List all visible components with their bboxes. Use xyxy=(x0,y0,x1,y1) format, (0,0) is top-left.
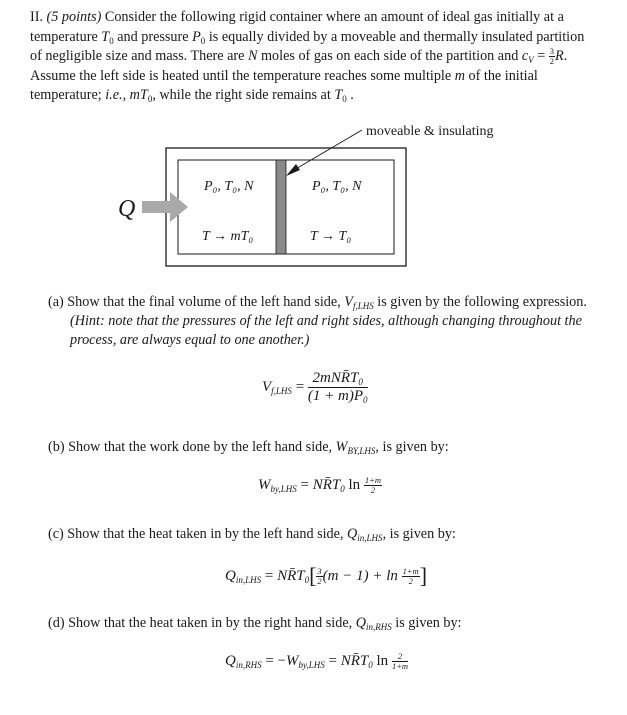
frac-num: 3 xyxy=(549,46,555,57)
eq-b-fraction xyxy=(364,476,382,495)
problem-rest5: , while the right side remains at xyxy=(152,87,331,103)
eq-c-fraction2 xyxy=(402,567,420,586)
symbol-N: N xyxy=(248,48,258,64)
symbol-Q: Q xyxy=(347,526,358,542)
container-diagram xyxy=(110,118,510,278)
part-d-text2: is given by: xyxy=(395,615,462,631)
symbol-T0: T xyxy=(101,28,110,45)
right-top-label: P₀, T₀, N xyxy=(312,179,362,194)
part-b-text: Show that the work done by the left hand side, xyxy=(68,439,333,455)
eq-a-den-sub: 0 xyxy=(363,395,368,405)
eq-b-rhs: NR̄T xyxy=(312,476,341,493)
sub-zero: 0 xyxy=(342,94,347,104)
eq-a-equals: = xyxy=(295,378,305,395)
eq-a-num xyxy=(308,370,368,388)
callout-line xyxy=(294,130,362,170)
eq-a-num-sub: 0 xyxy=(358,377,363,387)
eq-c-frac-num: 3 xyxy=(317,566,322,577)
problem-number: II. xyxy=(30,9,43,25)
symbol-Q: Q xyxy=(355,615,366,631)
equation-b xyxy=(258,476,382,495)
part-d xyxy=(48,614,608,633)
problem-rest2: moles of gas on each side of the partition and xyxy=(261,48,519,64)
part-d-text: Show that the heat taken in by the right hand side, xyxy=(68,615,353,631)
problem-intro: Consider the following rigid container where an amount of ideal gas initially at a temperature xyxy=(30,9,564,45)
eq-d-equals2: = xyxy=(328,652,337,669)
eq-a-den xyxy=(308,388,368,405)
eq-a-lhs: V xyxy=(262,378,272,395)
symbol-mT0: mT xyxy=(129,87,148,103)
sub-V: V xyxy=(528,55,534,65)
symbol-m: m xyxy=(454,67,465,84)
eq-d-lhs-sub: in,RHS xyxy=(235,659,262,670)
partition xyxy=(276,160,286,254)
part-a-label: (a) xyxy=(48,294,64,310)
problem-statement xyxy=(30,8,590,106)
eq-c-lhs: Q xyxy=(225,568,236,584)
eq-c-equals: = xyxy=(264,568,274,584)
part-c-text: Show that the heat taken in by the left hand side, xyxy=(67,526,344,542)
part-c-text2: , is given by: xyxy=(382,526,456,542)
eq-d-frac-num: 2 xyxy=(392,652,408,662)
part-b-text2: , is given by: xyxy=(375,439,449,455)
eq-b-ln: ln xyxy=(348,476,361,493)
eq-a-num-text: 2mNR̄T xyxy=(312,370,359,386)
part-b xyxy=(48,438,608,457)
period: . xyxy=(350,87,354,103)
eq-d-fraction xyxy=(392,652,408,671)
eq-a-lhs-sub: f,LHS xyxy=(271,385,292,396)
part-a-hint: (Hint: note that the pressures of the left and right sides, although changing throughout the process, are always equal to one another.) xyxy=(70,313,582,348)
eq-c-lhs-sub: in,LHS xyxy=(235,575,262,585)
symbol-P0: P xyxy=(192,28,201,45)
equation-d xyxy=(225,652,408,671)
sub-fLHS: f,LHS xyxy=(352,301,374,311)
eq-d-w-sub: by,LHS xyxy=(298,659,325,670)
eq-b-rhs-sub: 0 xyxy=(340,483,345,494)
callout-label: moveable & insulating xyxy=(366,124,494,139)
heat-arrow-icon xyxy=(142,192,188,222)
eq-b-frac-num: 1+m xyxy=(364,475,382,485)
eq-b-frac-den: 2 xyxy=(370,485,376,495)
eq-b-lhs: W xyxy=(258,476,271,493)
eq-a-fraction xyxy=(308,370,368,405)
problem-rest4: of the initial temperature; xyxy=(30,67,538,103)
eq-d-rhs-sub: 0 xyxy=(368,659,373,670)
eq-b-lhs-sub: by,LHS xyxy=(270,483,297,494)
part-d-label: (d) xyxy=(48,615,65,631)
equation-c xyxy=(225,563,427,589)
part-a-text2: is given by the following expression. xyxy=(377,294,587,310)
part-b-label: (b) xyxy=(48,439,65,455)
sub-zero: 0 xyxy=(200,35,206,46)
eq-d-frac-den: 1+m xyxy=(391,661,409,671)
symbol-W: W xyxy=(335,439,348,455)
eq-c-frac2-den: 2 xyxy=(408,576,413,587)
eq-c-frac2-num: 1+m xyxy=(402,566,419,577)
left-bracket: [ xyxy=(309,563,317,588)
eq-c-rhs: NR̄T xyxy=(277,568,305,584)
eq-d-rhs: NR̄T xyxy=(340,652,369,669)
eq-d-w: W xyxy=(286,652,299,669)
callout-arrowhead-icon xyxy=(286,164,300,176)
eq-c-rhs-sub: 0 xyxy=(304,575,310,585)
problem-and-pressure: and pressure xyxy=(117,28,189,45)
sub-inRHS: in,RHS xyxy=(365,622,392,632)
sub-BYLHS: BY,LHS xyxy=(347,446,376,456)
eq-c-frac-den: 2 xyxy=(317,576,322,587)
problem-rest1: is equally divided by a moveable and thermally insulated partition of negligible size and mass. There are xyxy=(30,28,585,64)
heat-label: Q xyxy=(118,196,136,222)
eq-d-lhs: Q xyxy=(225,652,236,669)
equals: = xyxy=(537,48,546,64)
left-bottom-label: T → mT₀ xyxy=(202,229,254,244)
part-c-label: (c) xyxy=(48,526,64,542)
ie-text: i.e., xyxy=(105,87,127,103)
right-bottom-label: T → T₀ xyxy=(310,229,352,244)
right-bracket: ] xyxy=(419,563,428,588)
symbol-cv: c xyxy=(521,48,529,64)
sub-inLHS: in,LHS xyxy=(357,533,383,543)
problem-rest3: . Assume the left side is heated until the temperature reaches some multiple xyxy=(30,48,568,84)
eq-d-ln: ln xyxy=(376,652,389,669)
eq-b-equals: = xyxy=(300,476,309,493)
left-top-label: P₀, T₀, N xyxy=(204,179,254,194)
part-c xyxy=(48,525,608,544)
eq-c-mid: (m − 1) + ln xyxy=(322,568,398,584)
sub-zero: 0 xyxy=(147,94,153,104)
part-a xyxy=(48,293,608,350)
frac-den: 2 xyxy=(549,56,555,67)
eq-d-equals: = − xyxy=(265,652,287,669)
equation-a xyxy=(262,370,368,405)
symbol-Vf: V xyxy=(344,294,353,310)
eq-a-den-text: (1 + m)P xyxy=(307,388,364,404)
sub-zero: 0 xyxy=(109,35,114,46)
problem-points: (5 points) xyxy=(46,9,102,25)
part-a-text: Show that the final volume of the left hand side, xyxy=(67,294,341,310)
symbol-T0: T xyxy=(334,87,343,103)
symbol-R: R xyxy=(555,48,564,64)
